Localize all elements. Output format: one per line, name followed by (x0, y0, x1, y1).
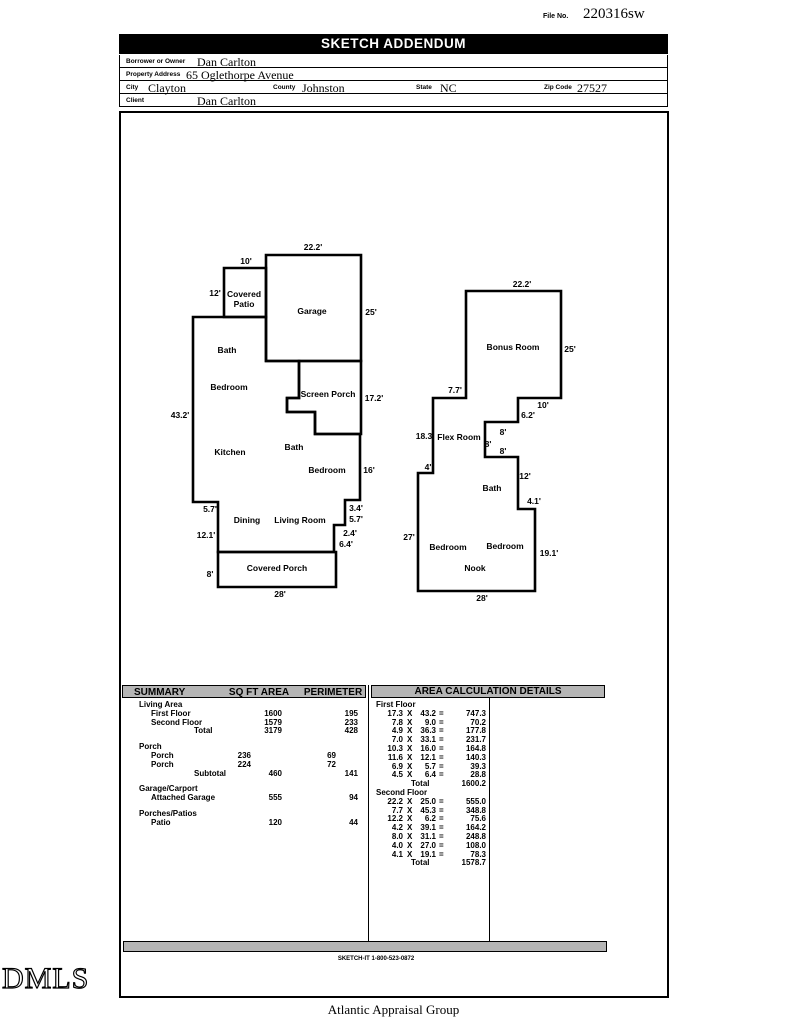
details-row: 4.0 X 27.0 = 108.0 (391, 840, 486, 850)
sqft-header: SQ FT AREA (228, 687, 290, 698)
plan-label: 6.4' (339, 539, 353, 549)
summary-row: Patio 120 44 (151, 817, 358, 827)
plan-label: Bedroom (429, 542, 467, 552)
plan-label: 25' (365, 307, 377, 317)
plan-label: 16' (363, 465, 375, 475)
plan-label: 28' (274, 589, 286, 599)
plan-label: 2.4' (343, 528, 357, 538)
plan-label: 19.1' (539, 548, 559, 558)
file-no-label: File No. (543, 13, 569, 20)
plan-label: 12.1' (196, 530, 216, 540)
plan-label: 43.2' (170, 410, 190, 420)
details-row: 7.0 X 33.1 = 231.7 (391, 735, 486, 745)
summary-row: First Floor 1600 195 (151, 708, 358, 718)
details-section-header: First Floor (376, 700, 416, 709)
client-value: Dan Carlton (197, 94, 256, 108)
plan-label: 6.2' (521, 410, 535, 420)
summary-row: Second Floor 1579 233 (151, 717, 358, 727)
summary-row: Living Area (139, 700, 183, 709)
plan-label: Patio (233, 299, 255, 309)
bottom-bar (123, 941, 607, 952)
details-row: 8.0 X 31.1 = 248.8 (391, 831, 486, 841)
plan-label: 18.3' (415, 431, 435, 441)
plan-label: Screen Porch (300, 389, 356, 399)
details-row: 10.3 X 16.0 = 164.8 (387, 743, 486, 753)
plan-label: Kitchen (214, 447, 246, 457)
summary-row: Total 3179 428 (194, 726, 358, 736)
company-footer: Atlantic Appraisal Group (327, 1002, 460, 1017)
details-row: 4.5 X 6.4 = 28.8 (391, 770, 486, 780)
form-row-city (120, 81, 667, 94)
details-header-bar: AREA CALCULATION DETAILS (371, 685, 605, 698)
plan-label: Covered Porch (246, 563, 308, 573)
plan-label: 10' (537, 400, 549, 410)
plan-label: 17.2' (364, 393, 384, 403)
plan-label: 5.7' (349, 514, 363, 524)
summary-row: Garage/Carport (139, 784, 198, 794)
address-value: 65 Oglethorpe Avenue (186, 68, 294, 82)
form-row-borrower (120, 55, 667, 68)
summary-row: Subtotal 460 141 (194, 768, 358, 778)
plan-label: 25' (564, 344, 576, 354)
summary-header-bar (122, 685, 366, 698)
dmls-logo: DMLS (2, 962, 90, 995)
summary-row: Porches/Patios (139, 808, 197, 818)
borrower-value: Dan Carlton (197, 55, 256, 69)
plan-label: 22.2' (303, 242, 323, 252)
form-row-address (120, 68, 667, 81)
plan-label: 8' (499, 446, 507, 456)
details-row: 22.2 X 25.0 = 555.0 (387, 796, 486, 806)
plan-label: 7.7' (448, 385, 462, 395)
plan-label: Bath (284, 442, 304, 452)
state-value: NC (440, 81, 457, 95)
plan-label: 5.7' (203, 504, 217, 514)
summary-row: Porch 236 69 (151, 750, 336, 760)
plan-label: Flex Room (437, 432, 481, 442)
city-value: Clayton (148, 81, 186, 95)
file-no-value: 220316sw (583, 6, 645, 22)
plan-label: 8' (499, 427, 507, 437)
details-row: 4.2 X 39.1 = 164.2 (391, 823, 486, 833)
address-label: Property Address (126, 71, 181, 78)
summary-table (122, 701, 368, 828)
plan-label: 3.4' (349, 503, 363, 513)
plan-label: 8' (484, 439, 492, 449)
plan-label: Bedroom (210, 382, 248, 392)
plan-label: Living Room (274, 515, 326, 525)
zip-value: 27527 (577, 81, 607, 95)
summary-header: SUMMARY (134, 687, 186, 698)
details-row: 7.8 X 9.0 = 70.2 (391, 717, 486, 727)
plan-label: 10' (240, 256, 252, 266)
details-row: 4.9 X 36.3 = 177.8 (391, 726, 486, 736)
plan-label: Bonus Room (486, 342, 540, 352)
plan-label: Bath (482, 483, 502, 493)
client-label: Client (126, 97, 145, 104)
sketchit-credit: SKETCH-IT 1-800-523-0872 (337, 956, 415, 962)
property-form (119, 55, 668, 107)
city-label: City (126, 84, 139, 91)
details-row: 7.7 X 45.3 = 348.8 (391, 805, 486, 815)
plan-label: 12' (209, 288, 221, 298)
page-title: SKETCH ADDENDUM (119, 34, 668, 54)
table-divider-line (368, 685, 369, 941)
county-label: County (273, 84, 296, 91)
plan-label: Bath (217, 345, 237, 355)
plan-label: 4' (424, 462, 432, 472)
summary-row: Porch 224 72 (151, 759, 336, 769)
details-row: 11.6 X 12.1 = 140.3 (387, 752, 486, 762)
plan-label: Dining (233, 515, 261, 525)
plan-label: Garage (297, 306, 327, 316)
perimeter-header: PERIMETER (303, 687, 363, 698)
plan-label: Nook (464, 563, 486, 573)
county-value: Johnston (302, 81, 345, 95)
plan-label: 27' (403, 532, 415, 542)
plan-label: 22.2' (512, 279, 532, 289)
plan-label: 12' (519, 471, 531, 481)
summary-row: Porch (139, 742, 162, 752)
plan-label: 8' (206, 569, 214, 579)
details-total-row: Total 1578.7 (411, 858, 486, 868)
zip-label: Zip Code (544, 84, 572, 91)
plan-label: Covered (226, 289, 262, 299)
details-row: 4.1 X 19.1 = 78.3 (391, 849, 486, 859)
details-table (372, 701, 489, 868)
borrower-label: Borrower or Owner (126, 58, 186, 65)
details-row: 6.9 X 5.7 = 39.3 (391, 761, 486, 771)
plan-label: 4.1' (527, 496, 541, 506)
plan-label: Bedroom (308, 465, 346, 475)
plan-label: 28' (476, 593, 488, 603)
form-row-client (120, 94, 667, 107)
details-row: 12.2 X 6.2 = 75.6 (387, 814, 486, 824)
state-label: State (416, 84, 432, 91)
summary-row: Attached Garage 555 94 (151, 793, 358, 803)
details-row: 17.3 X 43.2 = 747.3 (387, 708, 486, 718)
details-total-row: Total 1600.2 (411, 779, 486, 789)
plan-label: Bedroom (486, 541, 524, 551)
details-section-header: Second Floor (376, 787, 428, 797)
details-divider-line (489, 698, 490, 941)
